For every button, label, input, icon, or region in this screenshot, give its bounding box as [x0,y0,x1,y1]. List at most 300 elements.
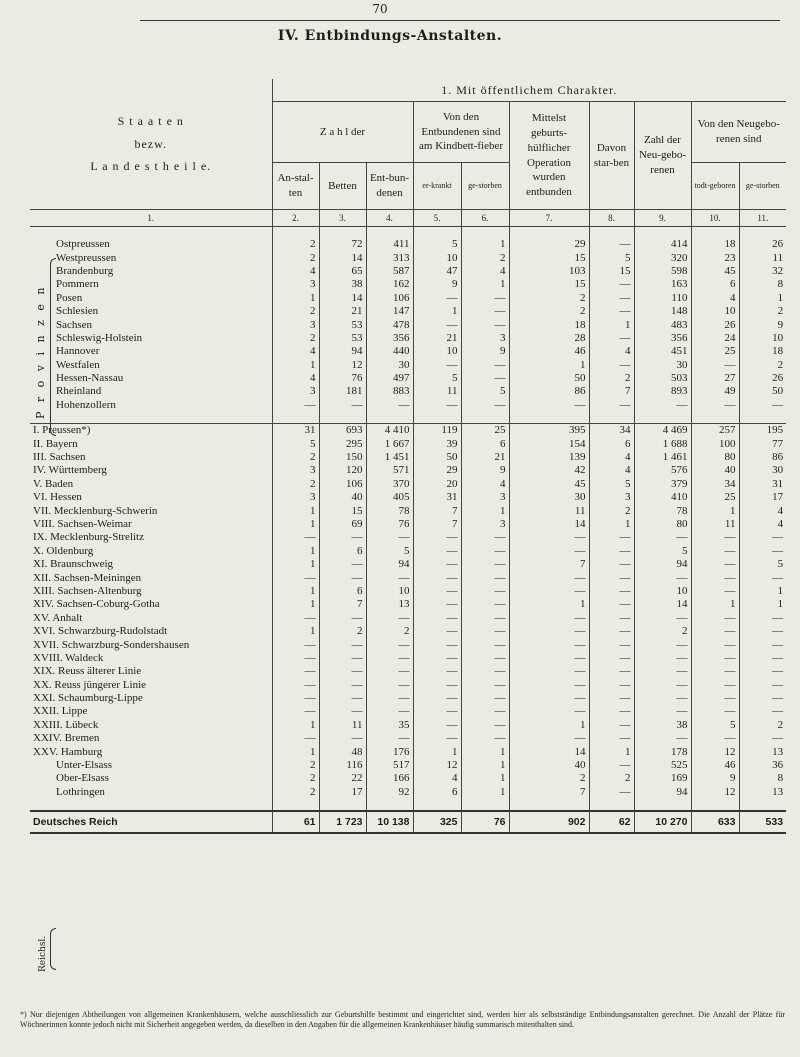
table-cell: — [634,732,691,745]
table-cell: — [461,705,509,718]
spacer-cell [461,227,509,239]
table-cell: 4 469 [634,424,691,438]
table-cell: — [413,545,461,558]
table-cell: 12 [319,359,366,372]
table-cell: 6 [413,786,461,799]
column-number: 9. [634,210,691,227]
table-cell: 7 [509,786,589,799]
table-cell: — [366,705,413,718]
table-cell: — [366,531,413,544]
table-cell: 30 [366,359,413,372]
table-cell: 150 [319,451,366,464]
table-cell: 21 [461,451,509,464]
table-cell: 18 [739,345,786,358]
spacer-cell [634,227,691,239]
table-cell: 3 [461,491,509,504]
table-cell: 6 [691,278,739,291]
table-cell: 17 [319,786,366,799]
table-cell: 32 [739,265,786,278]
table-cell: — [634,638,691,651]
header-neugeborene: Zahl der Neu-gebo-renen [634,102,691,210]
table-row [30,652,786,665]
table-cell: — [413,292,461,305]
table-row [30,665,786,678]
table-cell: — [691,585,739,598]
table-row [30,732,786,745]
table-cell: 6 [589,437,634,450]
table-cell: — [509,399,589,412]
header-todtgeboren: todt-geboren [691,163,739,210]
header-staaten-line3: L a n d e s t h e i l e. [90,159,212,174]
table-cell: 483 [634,318,691,331]
table-cell: — [319,638,366,651]
table-cell: 1 [509,359,589,372]
table-cell: — [589,598,634,611]
table-cell: — [319,665,366,678]
table-cell: 69 [319,518,366,531]
table-cell: 8 [739,278,786,291]
table-cell: 525 [634,759,691,772]
table-cell: 1 [413,305,461,318]
table-cell: 440 [366,345,413,358]
table-cell: 5 [589,251,634,264]
table-cell: 10 [413,345,461,358]
row-label: Hessen-Nassau [56,372,124,385]
row-label: VI. Hessen [33,491,82,504]
table-cell: — [691,732,739,745]
table-cell: 5 [413,238,461,251]
table-cell: 15 [319,504,366,517]
table-cell: 1 [272,359,319,372]
table-cell: 4 [691,292,739,305]
table-cell: 162 [366,278,413,291]
table-cell: 3 [272,385,319,398]
table-cell: 1 [691,504,739,517]
table-cell: — [589,305,634,318]
table-cell: 3 [589,491,634,504]
table-cell: 2 [272,251,319,264]
table-cell: 31 [413,491,461,504]
table-cell: — [589,679,634,692]
table-row [30,759,786,772]
table-cell: 4 [413,772,461,785]
table-cell: — [272,638,319,651]
table-cell: 30 [634,359,691,372]
table-body [30,227,786,834]
table-cell: 15 [509,251,589,264]
row-label: Hohenzollern [56,398,116,411]
table-cell: 14 [634,598,691,611]
table-cell: 7 [413,518,461,531]
table-cell: — [461,292,509,305]
table-cell: 12 [691,786,739,799]
row-label: XIV. Sachsen-Coburg-Gotha [33,598,160,611]
table-cell: 29 [509,238,589,251]
table-cell: 195 [739,424,786,438]
table-cell: 7 [413,504,461,517]
table-row [30,305,786,318]
table-cell: 1 451 [366,451,413,464]
table-row [30,478,786,491]
table-cell: 1 [509,598,589,611]
table-cell: 411 [366,238,413,251]
table-cell: — [691,638,739,651]
provinces-brace [50,258,56,436]
row-label: XXV. Hamburg [33,745,103,758]
table-cell: — [691,652,739,665]
table-cell: 11 [413,385,461,398]
table-cell: — [589,278,634,291]
table-cell: 50 [509,372,589,385]
row-label: Hannover [56,345,100,358]
column-number: 6. [461,210,509,227]
table-cell: 3 [272,464,319,477]
table-row [30,705,786,718]
spacer-cell [413,227,461,239]
table-cell: 2 [272,478,319,491]
table-cell: — [272,705,319,718]
table-cell: — [272,679,319,692]
table-cell: 92 [366,786,413,799]
spacer-cell [691,227,739,239]
table-cell: 2 [509,292,589,305]
table-cell: — [413,359,461,372]
table-row [30,786,786,799]
table-cell: — [589,571,634,584]
table-cell: — [461,305,509,318]
table-row [30,612,786,625]
table-cell: — [366,571,413,584]
table-cell: — [634,679,691,692]
spacer-cell [319,799,366,811]
table-cell: — [509,732,589,745]
table-cell: 10 [366,585,413,598]
table-cell: — [413,399,461,412]
table-row [30,399,786,412]
table-row [30,491,786,504]
column-number: 1. [30,210,272,227]
row-label: XV. Anhalt [33,611,83,624]
table-cell: 2 [739,359,786,372]
table-cell: 2 [461,251,509,264]
table-cell: 6 [461,437,509,450]
table-row [30,345,786,358]
row-label: Lothringen [56,785,105,798]
table-cell: 9 [413,278,461,291]
table-cell: 3 [272,318,319,331]
table-cell: — [634,571,691,584]
table-cell: 22 [319,772,366,785]
table-cell: 633 [691,811,739,833]
table-cell: — [413,665,461,678]
table-cell: 1 [272,545,319,558]
table-cell: — [691,692,739,705]
table-cell: — [589,399,634,412]
table-cell: 2 [739,305,786,318]
table-cell: 13 [739,786,786,799]
header-gestorben-neugeborene: ge-storben [739,163,786,210]
row-label: Unter-Elsass [56,759,112,772]
table-cell: 1 [272,745,319,758]
header-kindbettfieber: Von den Entbundenen sind am Kindbett-fieber [413,102,509,163]
table-cell: — [461,571,509,584]
table-cell: 100 [691,437,739,450]
table-cell: — [413,679,461,692]
table-row [30,359,786,372]
table-cell: — [413,598,461,611]
table-cell: — [509,652,589,665]
table-cell: — [634,665,691,678]
spacer-cell [509,799,589,811]
table-cell: — [691,625,739,638]
header-entbundenen: Ent-bun-denen [366,163,413,210]
table-cell: — [589,292,634,305]
spacer-cell [739,227,786,239]
spacer-cell [30,227,272,239]
table-cell: 94 [634,786,691,799]
footnote: *) Nur diejenigen Abtheilungen von allgemeinen Krankenhäusern, welche ausschliesslich zur Geburtshilfe bestimmt und eingerichtet sind, werden hier als selbstständige Entbindungsanstalten gerechnet. Die Anzahl der Plätze für Wöchnerinnen konnte jedoch nicht mit Sicherheit angegeben werden, da dieselben in den Angaben für die allgemeinen Krankenhäuser häufig summarisch mitenthalten sind. [20,1010,785,1030]
table-cell: — [272,531,319,544]
table-cell: — [509,705,589,718]
table-cell: 4 410 [366,424,413,438]
row-label: IV. Württemberg [33,464,107,477]
column-number: 2. [272,210,319,227]
table-cell: 12 [413,759,461,772]
header-von-den-neugeborenen: Von den Neugebo-renen sind [691,102,786,163]
table-cell: 8 [739,772,786,785]
table-row [30,424,786,438]
table-cell: — [461,585,509,598]
row-label: Schlesien [56,305,99,318]
table-cell: 110 [634,292,691,305]
spacer-cell [589,227,634,239]
table-cell: 1 [691,598,739,611]
table-row [30,385,786,398]
table-cell: — [589,585,634,598]
table-cell: 103 [509,265,589,278]
table-cell: — [413,692,461,705]
table-row [30,625,786,638]
table-cell: — [366,692,413,705]
column-number: 4. [366,210,413,227]
table-cell: — [739,638,786,651]
table-cell: — [413,585,461,598]
table-cell: 571 [366,464,413,477]
table-cell: — [509,638,589,651]
table-cell: 3 [272,491,319,504]
table-cell: — [691,571,739,584]
table-cell: 4 [739,504,786,517]
table-cell: — [272,652,319,665]
table-cell: — [634,399,691,412]
table-cell: 325 [413,811,461,833]
table-cell: — [319,612,366,625]
table-cell: 39 [413,437,461,450]
spacer-cell [319,412,366,424]
row-label: Deutsches Reich [30,811,272,833]
table-cell: 1 [272,625,319,638]
row-label: Westfalen [56,358,100,371]
table-cell: — [509,545,589,558]
table-cell: — [739,705,786,718]
table-cell: 23 [691,251,739,264]
spacer-cell [634,412,691,424]
table-cell: 78 [366,504,413,517]
table-cell: — [366,679,413,692]
table-cell: 2 [589,372,634,385]
table-cell: 5 [589,478,634,491]
row-label: V. Baden [33,477,74,490]
column-number: 11. [739,210,786,227]
spacer-row [30,412,786,424]
table-cell: — [589,332,634,345]
table-row [30,679,786,692]
row-label: Ostpreussen [56,238,110,251]
table-cell: 1 [589,745,634,758]
table-row [30,598,786,611]
table-cell: 10 [413,251,461,264]
table-cell: — [461,558,509,571]
table-cell: 1 723 [319,811,366,833]
table-cell: — [691,531,739,544]
table-cell: 4 [739,518,786,531]
row-label: X. Oldenburg [33,544,94,557]
provinces-label: P r o v i n z e n [34,284,47,420]
table-cell: 10 [739,332,786,345]
table-cell: 40 [509,759,589,772]
table-cell: 45 [691,265,739,278]
table-cell: 31 [739,478,786,491]
table-cell: 10 270 [634,811,691,833]
table-cell: 178 [634,745,691,758]
table-cell: 2 [272,305,319,318]
header-anstalten: An-stal-ten [272,163,319,210]
table-cell: 163 [634,278,691,291]
table-cell: 295 [319,437,366,450]
table-cell: — [589,652,634,665]
table-cell: — [366,732,413,745]
table-cell: — [366,399,413,412]
header-staaten-line2: bezw. [134,136,168,151]
table-cell: — [319,679,366,692]
table-cell: 38 [634,719,691,732]
table-cell: — [589,692,634,705]
table-cell: 1 688 [634,437,691,450]
table-cell: 106 [319,478,366,491]
header-operation: Mittelst geburts-hülflicher Operation wurden entbunden [509,102,589,210]
table-cell: 1 [272,558,319,571]
table-cell: — [691,545,739,558]
table-cell: — [509,585,589,598]
table-cell: — [509,692,589,705]
table-row [30,332,786,345]
table-cell: — [509,571,589,584]
table-cell: 13 [739,745,786,758]
table-cell: 893 [634,385,691,398]
table-cell: — [691,705,739,718]
column-number: 5. [413,210,461,227]
table-cell: 120 [319,464,366,477]
table-cell: — [589,638,634,651]
table-cell: 12 [691,745,739,758]
table-cell: 94 [366,558,413,571]
table-cell: 36 [739,759,786,772]
table-cell: — [413,571,461,584]
table-row [30,372,786,385]
table-cell: — [413,318,461,331]
spacer-cell [272,227,319,239]
spacer-row [30,227,786,239]
table-cell: 257 [691,424,739,438]
table-cell: — [691,359,739,372]
table-row [30,238,786,251]
table-cell: — [589,612,634,625]
table-cell: 2 [509,772,589,785]
table-cell: — [413,558,461,571]
table-cell: — [739,612,786,625]
table-cell: 598 [634,265,691,278]
table-cell: 24 [691,332,739,345]
table-cell: — [413,625,461,638]
table-cell: 15 [509,278,589,291]
table-cell: 395 [509,424,589,438]
spacer-cell [319,227,366,239]
table-row [30,251,786,264]
table-cell: 72 [319,238,366,251]
table-cell: 139 [509,451,589,464]
row-label: XXI. Schaumburg-Lippe [33,692,143,705]
table-cell: — [366,665,413,678]
spacer-cell [509,227,589,239]
table-cell: 4 [272,345,319,358]
table-cell: 76 [366,518,413,531]
table-cell: 1 [461,278,509,291]
table-cell: 1 461 [634,451,691,464]
table-cell: — [739,531,786,544]
table-cell: 3 [461,332,509,345]
header-erkrankt: er-krankt [413,163,461,210]
column-number: 3. [319,210,366,227]
table-cell: 76 [461,811,509,833]
table-cell: 1 [461,238,509,251]
spacer-cell [413,799,461,811]
table-cell: 40 [691,464,739,477]
table-cell: — [366,612,413,625]
table-cell: — [739,625,786,638]
table-cell: — [634,612,691,625]
spacer-cell [366,227,413,239]
table-cell: 356 [366,332,413,345]
spacer-cell [30,412,272,424]
table-cell: 2 [319,625,366,638]
column-number: 7. [509,210,589,227]
table-cell: — [413,732,461,745]
table-row [30,772,786,785]
table-cell: — [413,638,461,651]
table-cell: 410 [634,491,691,504]
table-cell: 14 [319,251,366,264]
table-cell: — [634,692,691,705]
spacer-cell [634,799,691,811]
table-cell: 1 [413,745,461,758]
row-label: XIII. Sachsen-Altenburg [33,584,142,597]
table-cell: — [739,665,786,678]
table-cell: — [319,531,366,544]
reichsland-label: Reichsl. [38,935,48,972]
row-label: XVIII. Waldeck [33,651,104,664]
table-cell: 1 [272,719,319,732]
table-cell: 154 [509,437,589,450]
